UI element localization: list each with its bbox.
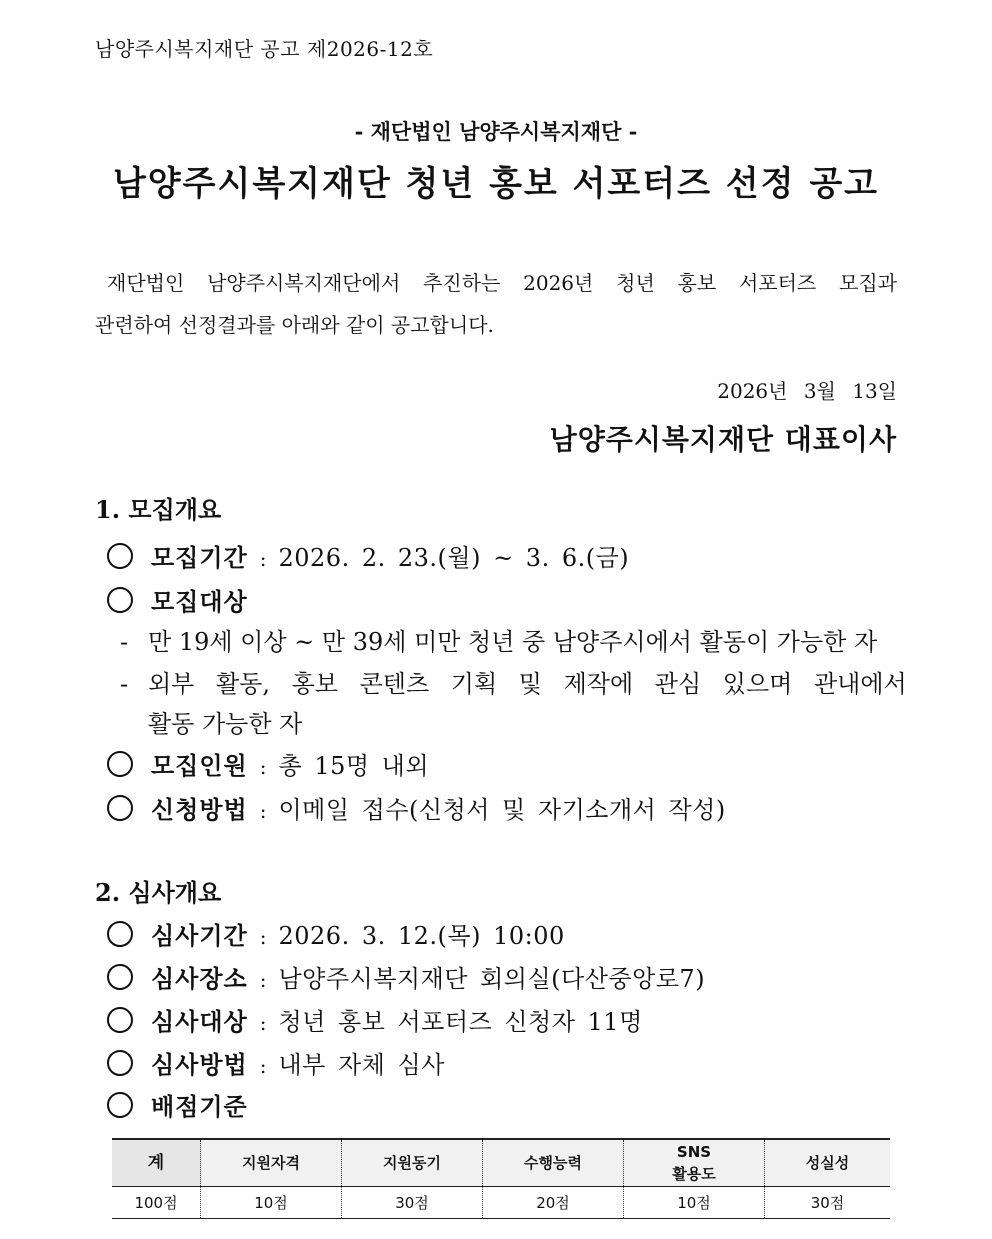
- cell-motivation: 30점: [342, 1187, 483, 1219]
- item-label: 심사기간: [151, 921, 248, 950]
- intro-line-1: 재단법인 남양주시복지재단에서 추진하는 2026년 청년 홍보 서포터즈 모집과: [107, 271, 897, 295]
- colon: :: [259, 799, 267, 823]
- item-recruit-target: [107, 582, 248, 617]
- colon: :: [259, 968, 267, 992]
- colon: :: [259, 547, 267, 571]
- item-label: 모집기간: [151, 543, 248, 572]
- target-detail-2: [120, 664, 907, 699]
- detail-text: 활동 가능한 자: [148, 710, 303, 738]
- dash-bullet: -: [120, 670, 129, 698]
- header-sns-line1: SNS: [676, 1143, 712, 1161]
- item-label: 배점기준: [151, 1092, 248, 1121]
- circle-bullet-icon: [107, 751, 133, 777]
- header-sns-usage: [624, 1139, 765, 1187]
- item-label: 심사방법: [151, 1050, 248, 1079]
- header-sincerity: 성실성: [765, 1139, 891, 1187]
- dash-bullet: -: [120, 628, 129, 656]
- item-value: 2026. 3. 12.(목) 10:00: [278, 922, 565, 950]
- page-title: 남양주시복지재단 청년 홍보 서포터즈 선정 공고: [112, 164, 880, 204]
- item-label: 심사대상: [151, 1007, 248, 1036]
- scoring-table: [112, 1138, 890, 1219]
- item-scoring-criteria: [107, 1087, 248, 1122]
- intro-paragraph: [95, 262, 897, 346]
- circle-bullet-icon: [107, 587, 133, 613]
- cell-qualification: 10점: [201, 1187, 342, 1219]
- item-apply-method: [107, 790, 726, 825]
- header-ability: 수행능력: [483, 1139, 624, 1187]
- target-detail-2-cont: [148, 704, 302, 739]
- item-value: 청년 홍보 서포터즈 신청자 11명: [278, 1008, 643, 1036]
- colon: :: [259, 925, 267, 949]
- document-number: 남양주시복지재단 공고 제2026-12호: [95, 37, 434, 61]
- intro-line-2: 관련하여 선정결과를 아래와 같이 공고합니다.: [95, 313, 494, 337]
- item-label: 신청방법: [151, 795, 248, 824]
- cell-ability: 20점: [483, 1187, 624, 1219]
- header-total: 계: [112, 1139, 201, 1187]
- detail-text: 만 19세 이상 ~ 만 39세 미만 청년 중 남양주시에서 활동이 가능한 자: [148, 628, 878, 656]
- item-value: 총 15명 내외: [278, 752, 430, 780]
- organization-subtitle: - 재단법인 남양주시복지재단 -: [354, 119, 638, 144]
- circle-bullet-icon: [107, 921, 133, 947]
- header-sns-line2: 활용도: [672, 1165, 716, 1183]
- header-motivation: 지원동기: [342, 1139, 483, 1187]
- item-value: 2026. 2. 23.(월) ~ 3. 6.(금): [278, 544, 630, 572]
- item-recruit-count: [107, 746, 429, 781]
- item-review-target: [107, 1002, 643, 1037]
- colon: :: [259, 1054, 267, 1078]
- target-detail-1: [120, 622, 877, 657]
- section-2-heading: 2. 심사개요: [95, 878, 222, 907]
- cell-total: 100점: [134, 1194, 178, 1212]
- circle-bullet-icon: [107, 964, 133, 990]
- item-review-place: [107, 959, 705, 994]
- cell-sincerity: 30점: [765, 1187, 891, 1219]
- circle-bullet-icon: [107, 1092, 133, 1118]
- circle-bullet-icon: [107, 795, 133, 821]
- item-label: 모집인원: [151, 751, 248, 780]
- header-qualification: 지원자격: [201, 1139, 342, 1187]
- circle-bullet-icon: [107, 543, 133, 569]
- item-label: 모집대상: [151, 587, 248, 616]
- section-1-heading: 1. 모집개요: [95, 495, 222, 524]
- colon: :: [259, 755, 267, 779]
- detail-text: 외부 활동, 홍보 콘텐츠 기획 및 제작에 관심 있으며 관내에서: [148, 670, 907, 698]
- table-header-row: [112, 1139, 890, 1187]
- table-row: [112, 1187, 890, 1219]
- item-label: 심사장소: [151, 964, 248, 993]
- issue-date: 2026년 3월 13일: [717, 379, 897, 403]
- item-value: 이메일 접수(신청서 및 자기소개서 작성): [278, 796, 726, 824]
- signer: 남양주시복지재단 대표이사: [549, 423, 897, 456]
- item-review-period: [107, 916, 565, 951]
- colon: :: [259, 1011, 267, 1035]
- circle-bullet-icon: [107, 1050, 133, 1076]
- item-value: 남양주시복지재단 회의실(다산중앙로7): [278, 965, 706, 993]
- circle-bullet-icon: [107, 1007, 133, 1033]
- item-review-method: [107, 1045, 445, 1080]
- item-recruit-period: [107, 538, 629, 573]
- cell-sns-usage: 10점: [624, 1187, 765, 1219]
- item-value: 내부 자체 심사: [278, 1051, 445, 1079]
